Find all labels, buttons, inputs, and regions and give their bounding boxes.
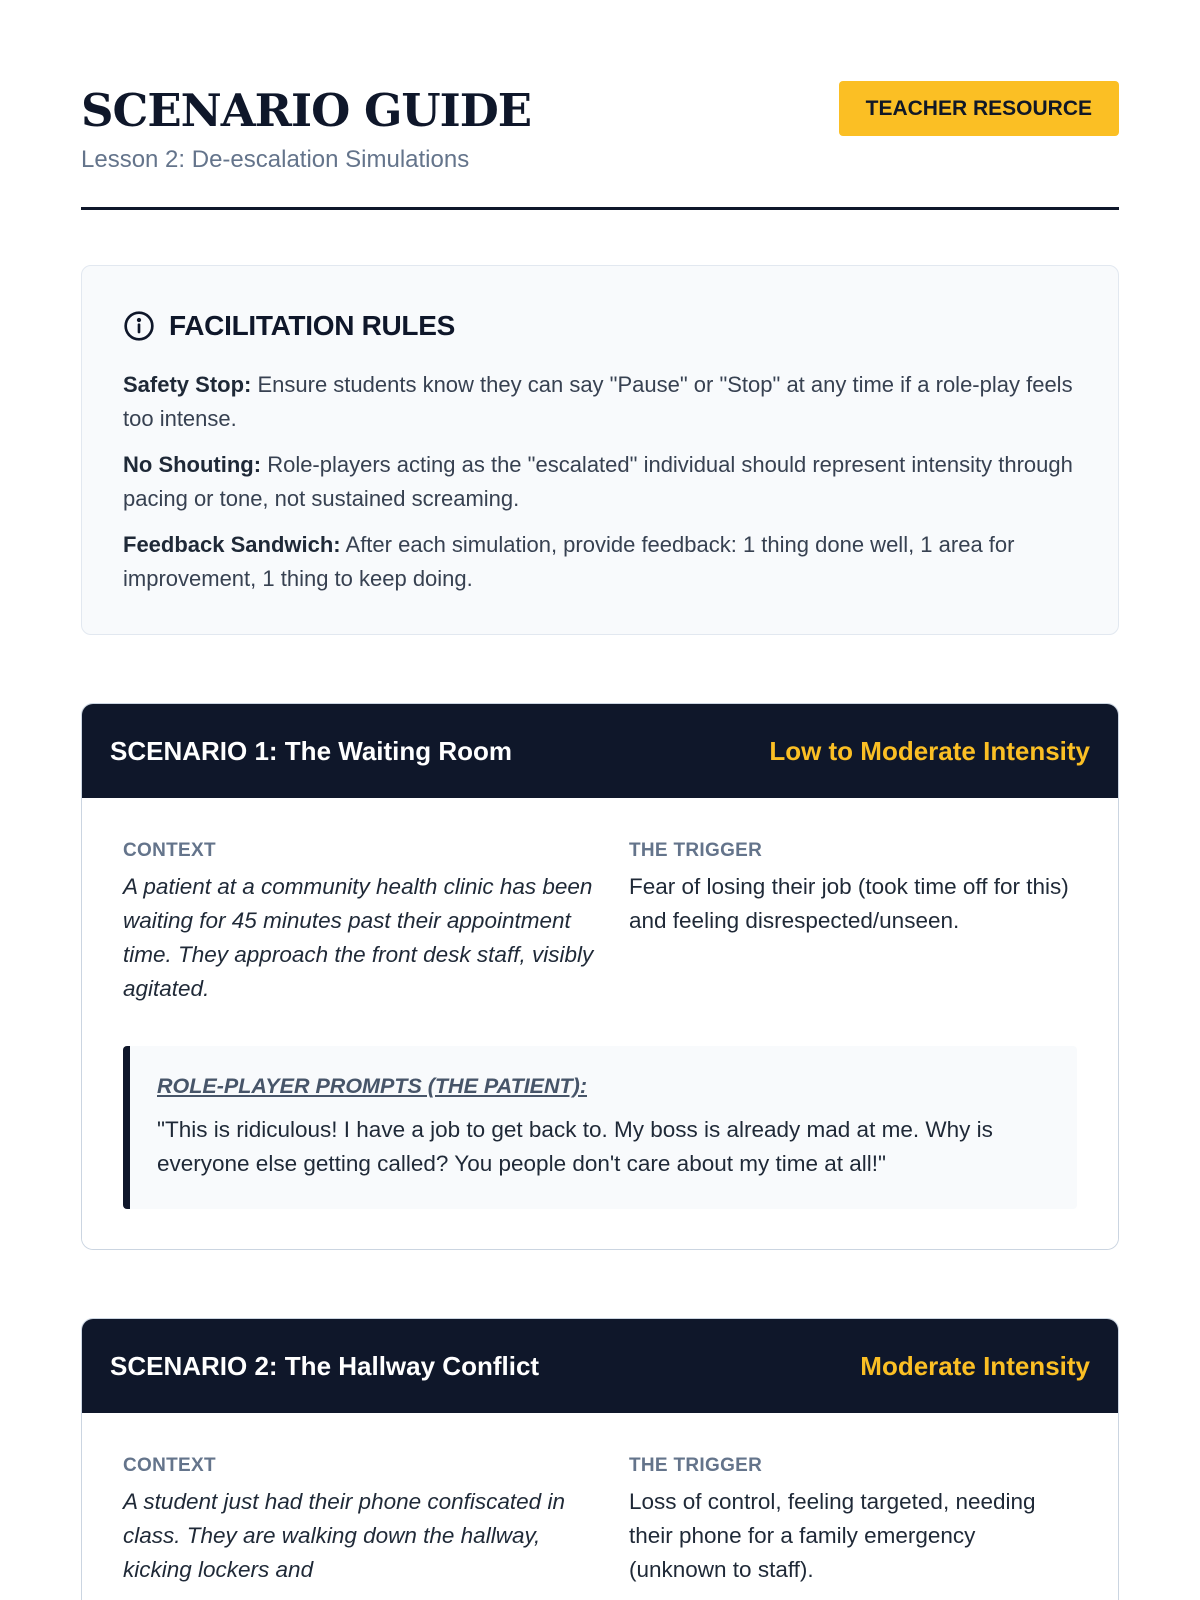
prompts-text: "This is ridiculous! I have a job to get back to. My boss is already mad at me. Why is everyone else getting called? You people don't care about my time at all!" xyxy=(157,1117,993,1176)
page-header xyxy=(81,0,1119,210)
rule-label: Feedback Sandwich: xyxy=(123,532,341,557)
trigger-label: THE TRIGGER xyxy=(629,1455,763,1476)
scenario-header xyxy=(82,704,1118,798)
rule-label: Safety Stop: xyxy=(123,372,252,397)
info-circle-icon xyxy=(123,310,155,342)
scenario-body xyxy=(82,1413,1118,1600)
trigger-label: THE TRIGGER xyxy=(629,840,763,861)
prompts-label: ROLE-PLAYER PROMPTS (THE PATIENT): xyxy=(157,1074,587,1098)
rule-text: Role-players acting as the "escalated" individual should represent intensity through pacing or tone, not sustained screaming. xyxy=(123,452,1073,511)
scenario-intensity: Low to Moderate Intensity xyxy=(769,735,1090,766)
rule-safety-stop xyxy=(123,368,1077,436)
teacher-resource-badge: TEACHER RESOURCE xyxy=(839,81,1119,136)
scenario-title: SCENARIO 2: The Hallway Conflict xyxy=(110,1350,540,1381)
facilitation-rules-header xyxy=(123,310,1077,342)
context-text: A patient at a community health clinic has been waiting for 45 minutes past their appointment time. They approach the front desk staff, visibly agitated. xyxy=(123,874,594,1001)
scenario-header xyxy=(82,1319,1118,1413)
scenario-intensity: Moderate Intensity xyxy=(860,1350,1090,1381)
trigger-section xyxy=(629,840,1077,1006)
scenario-title: SCENARIO 1: The Waiting Room xyxy=(110,735,513,766)
rule-no-shouting xyxy=(123,448,1077,516)
context-text: A student just had their phone confiscated in class. They are walking down the hallway, kicking lockers and xyxy=(123,1489,565,1582)
facilitation-rules-title: FACILITATION RULES xyxy=(169,310,455,341)
context-section xyxy=(123,840,629,1006)
scenario-card-2 xyxy=(81,1318,1119,1600)
page-subtitle: Lesson 2: De-escalation Simulations xyxy=(81,146,470,173)
role-player-prompts xyxy=(123,1046,1077,1209)
rule-feedback-sandwich xyxy=(123,528,1077,596)
facilitation-rules-panel xyxy=(81,265,1119,635)
scenario-body xyxy=(82,798,1118,1249)
context-label: CONTEXT xyxy=(123,840,216,861)
rule-text: Ensure students know they can say "Pause" or "Stop" at any time if a role-play feels too intense. xyxy=(123,372,1073,431)
rule-text: After each simulation, provide feedback: 1 thing done well, 1 area for improvement, 1 thing to keep doing. xyxy=(123,532,1015,591)
trigger-section xyxy=(629,1455,1077,1587)
scenario-card-1 xyxy=(81,703,1119,1250)
trigger-text: Loss of control, feeling targeted, needing their phone for a family emergency (unknown to staff). xyxy=(629,1489,1036,1582)
rule-label: No Shouting: xyxy=(123,452,262,477)
page-title: SCENARIO GUIDE xyxy=(81,84,532,137)
context-section xyxy=(123,1455,629,1587)
context-label: CONTEXT xyxy=(123,1455,216,1476)
trigger-text: Fear of losing their job (took time off for this) and feeling disrespected/unseen. xyxy=(629,874,1069,933)
